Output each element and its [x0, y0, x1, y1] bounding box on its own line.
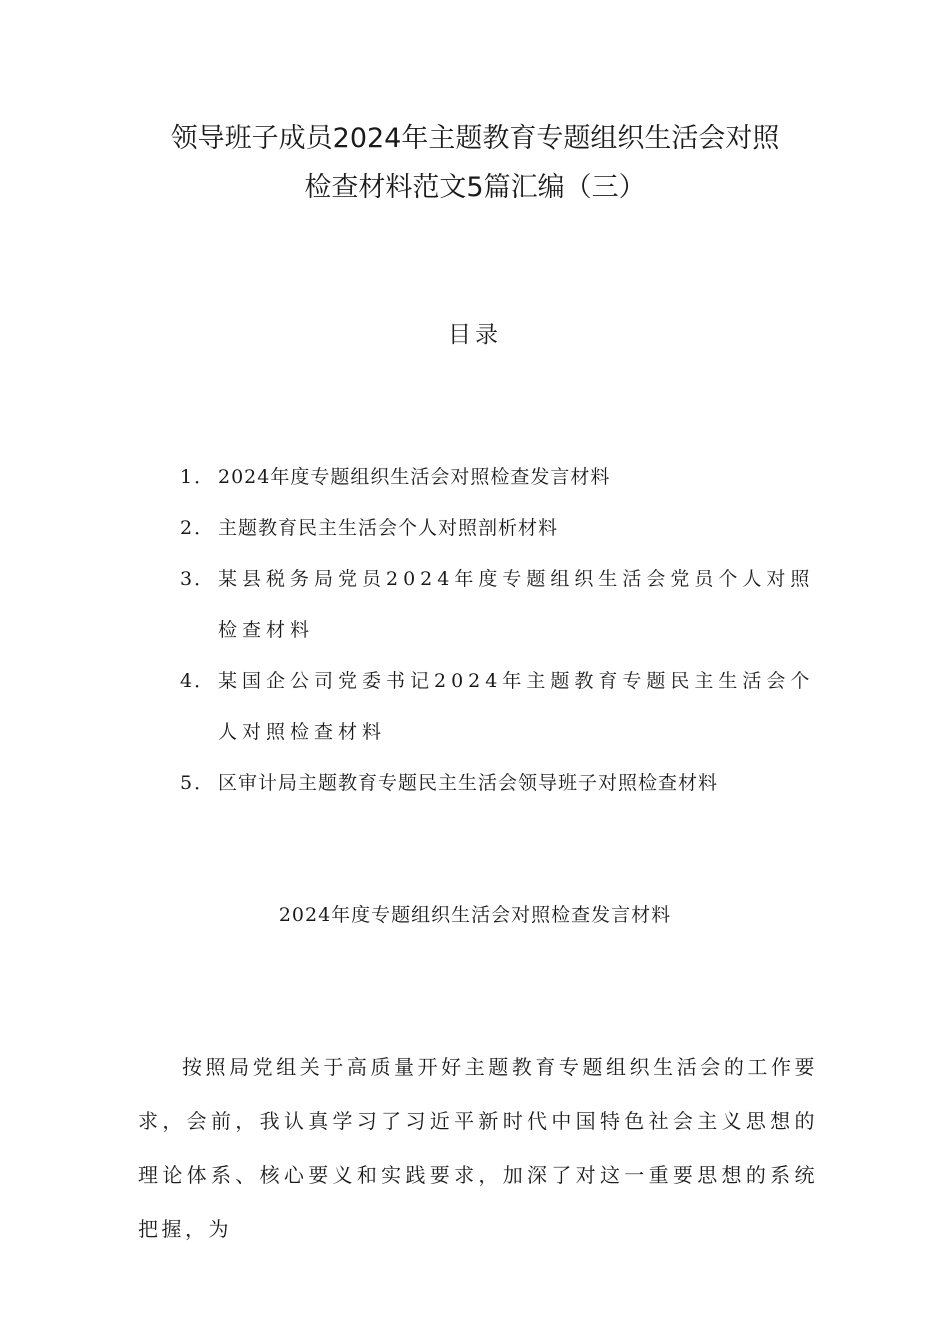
- toc-item-text: 某国企公司党委书记2024年主题教育专题民主生活会个人对照检查材料: [218, 670, 815, 743]
- toc-item: [180, 656, 820, 758]
- toc-heading: 目录: [448, 322, 502, 348]
- toc-item-text: 某县税务局党员2024年度专题组织生活会党员个人对照检查材料: [218, 568, 815, 641]
- toc-item: [180, 452, 820, 503]
- table-of-contents: [180, 452, 820, 809]
- section-title: 2024年度专题组织生活会对照检查发言材料: [278, 904, 672, 926]
- toc-item: [180, 503, 820, 554]
- toc-item-text: 2024年度专题组织生活会对照检查发言材料: [218, 466, 611, 488]
- toc-item: [180, 554, 820, 656]
- toc-item-text: 区审计局主题教育专题民主生活会领导班子对照检查材料: [218, 772, 719, 794]
- document-title-line-2: 检查材料范文5篇汇编（三）: [304, 172, 646, 203]
- toc-item-number: 4．: [180, 670, 216, 692]
- toc-item-text: 主题教育民主生活会个人对照剖析材料: [218, 517, 559, 539]
- toc-item-number: 3．: [180, 568, 216, 590]
- toc-item: [180, 758, 820, 809]
- document-title-line-1: 领导班子成员2024年主题教育专题组织生活会对照: [170, 123, 780, 154]
- toc-item-number: 1．: [180, 466, 216, 488]
- toc-item-number: 2．: [180, 517, 216, 539]
- body-paragraph: 按照局党组关于高质量开好主题教育专题组织生活会的工作要求，会前，我认真学习了习近平新时代中国特色社会主义思想的理论体系、核心要义和实践要求，加深了对这一重要思想的系统把握，为: [138, 1055, 818, 1241]
- toc-item-number: 5．: [180, 772, 216, 794]
